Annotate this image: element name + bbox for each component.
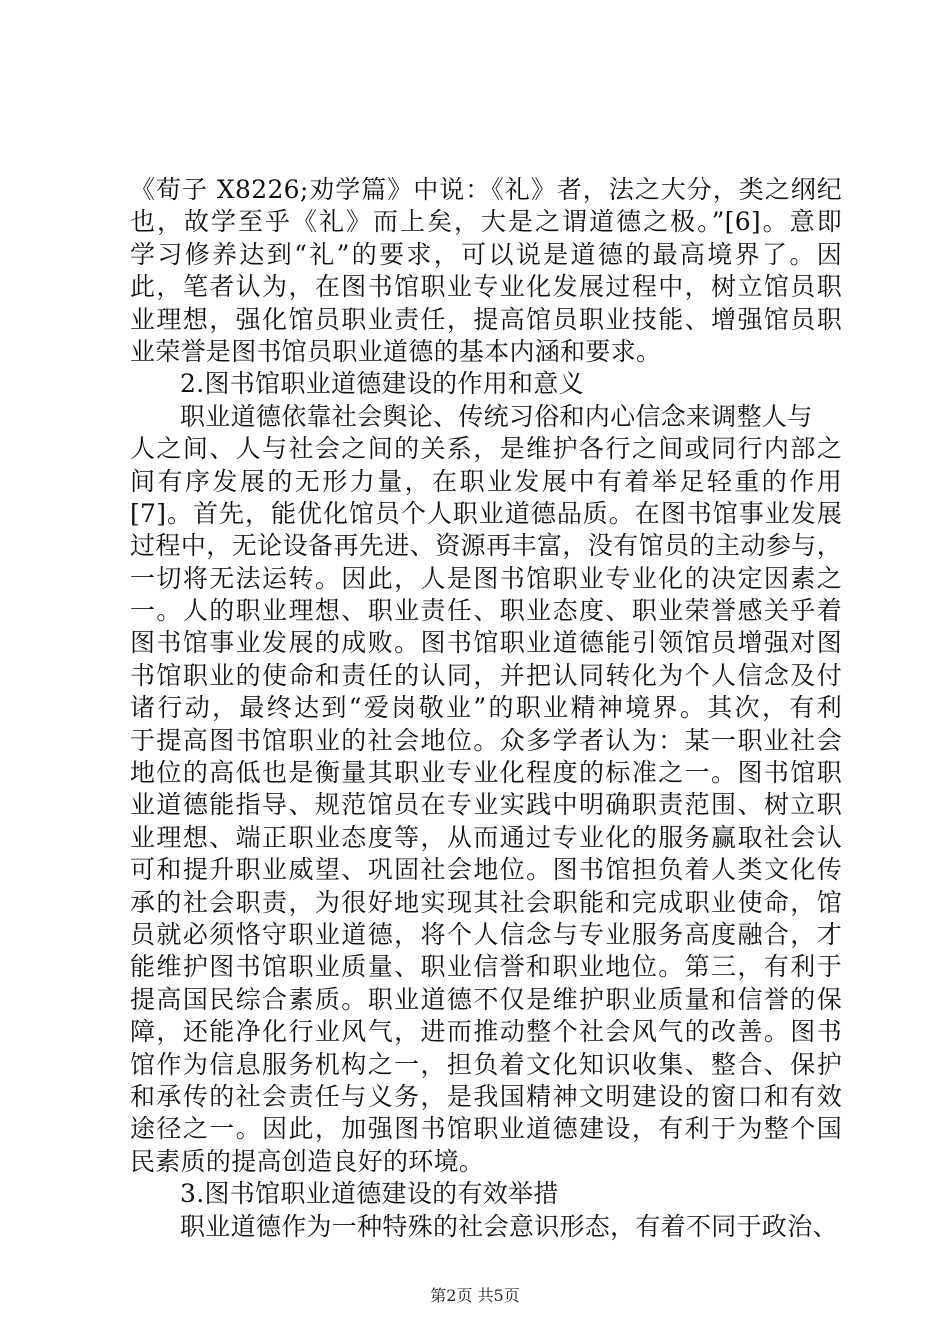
- text-line: 能维护图书馆职业质量、职业信誉和职业地位。第三，有利于: [130, 952, 842, 982]
- text-line: 《荀子 X8226;劝学篇》中说：《礼》者，法之大分，类之纲纪: [130, 175, 842, 204]
- text-line: 人之间、人与社会之间的关系，是维护各行之间或同行内部之: [130, 434, 842, 464]
- page-footer: 第2页 共5页: [430, 1286, 520, 1305]
- section-heading: 2.图书馆职业道德建设的作用和意义: [180, 369, 584, 399]
- text-line: 业理想、端正职业态度等，从而通过专业化的服务赢取社会认: [130, 822, 842, 852]
- text-line: 于提高图书馆职业的社会地位。众多学者认为：某一职业社会: [130, 725, 842, 755]
- text-line: 书馆职业的使命和责任的认同，并把认同转化为个人信念及付: [130, 660, 842, 690]
- text-line: 障，还能净化行业风气，进而推动整个社会风气的改善。图书: [130, 1017, 842, 1047]
- text-line: 学习修养达到“礼”的要求，可以说是道德的最高境界了。因: [130, 239, 842, 269]
- text-line: 途径之一。因此，加强图书馆职业道德建设，有利于为整个国: [130, 1114, 842, 1144]
- text-line: 此，笔者认为，在图书馆职业专业化发展过程中，树立馆员职: [130, 272, 842, 302]
- text-line: 可和提升职业威望、巩固社会地位。图书馆担负着人类文化传: [130, 855, 842, 885]
- text-line: 业道德能指导、规范馆员在专业实践中明确职责范围、树立职: [130, 790, 842, 820]
- text-line: 过程中，无论设备再先进、资源再丰富，没有馆员的主动参与，: [130, 531, 842, 561]
- text-line: 和承传的社会责任与义务，是我国精神文明建设的窗口和有效: [130, 1081, 842, 1111]
- text-line: 承的社会职责，为很好地实现其社会职能和完成职业使命，馆: [130, 887, 842, 917]
- text-line: 业理想，强化馆员职业责任，提高馆员职业技能、增强馆员职: [130, 304, 842, 334]
- text-line: 员就必须恪守职业道德，将个人信念与专业服务高度融合，才: [130, 919, 842, 949]
- text-line: 地位的高低也是衡量其职业专业化程度的标准之一。图书馆职: [130, 758, 842, 788]
- text-line: 提高国民综合素质。职业道德不仅是维护职业质量和信誉的保: [130, 984, 842, 1014]
- section-heading: 3.图书馆职业道德建设的有效举措: [180, 1179, 559, 1209]
- text-line: 图书馆事业发展的成败。图书馆职业道德能引领馆员增强对图: [130, 628, 842, 658]
- text-line: 职业道德依靠社会舆论、传统习俗和内心信念来调整人与: [180, 401, 813, 431]
- text-line: 间有序发展的无形力量，在职业发展中有着举足轻重的作用: [130, 466, 842, 496]
- text-line: [7]。首先，能优化馆员个人职业道德品质。在图书馆事业发展: [130, 498, 842, 528]
- text-line: 馆作为信息服务机构之一，担负着文化知识收集、整合、保护: [130, 1049, 842, 1079]
- text-line: 民素质的提高创造良好的环境。: [130, 1146, 485, 1176]
- body-text: [130, 174, 842, 1243]
- text-line: 诸行动，最终达到“爱岗敬业”的职业精神境界。其次，有利: [130, 693, 842, 723]
- text-line: 业荣誉是图书馆员职业道德的基本内涵和要求。: [130, 336, 662, 366]
- text-line: 职业道德作为一种特殊的社会意识形态，有着不同于政治、: [180, 1211, 838, 1241]
- text-line: 也，故学至乎《礼》而上矣，大是之谓道德之极。”[6]。意即: [130, 207, 842, 237]
- text-line: 一切将无法运转。因此，人是图书馆职业专业化的决定因素之: [130, 563, 842, 593]
- text-line: 一。人的职业理想、职业责任、职业态度、职业荣誉感关乎着: [130, 596, 842, 626]
